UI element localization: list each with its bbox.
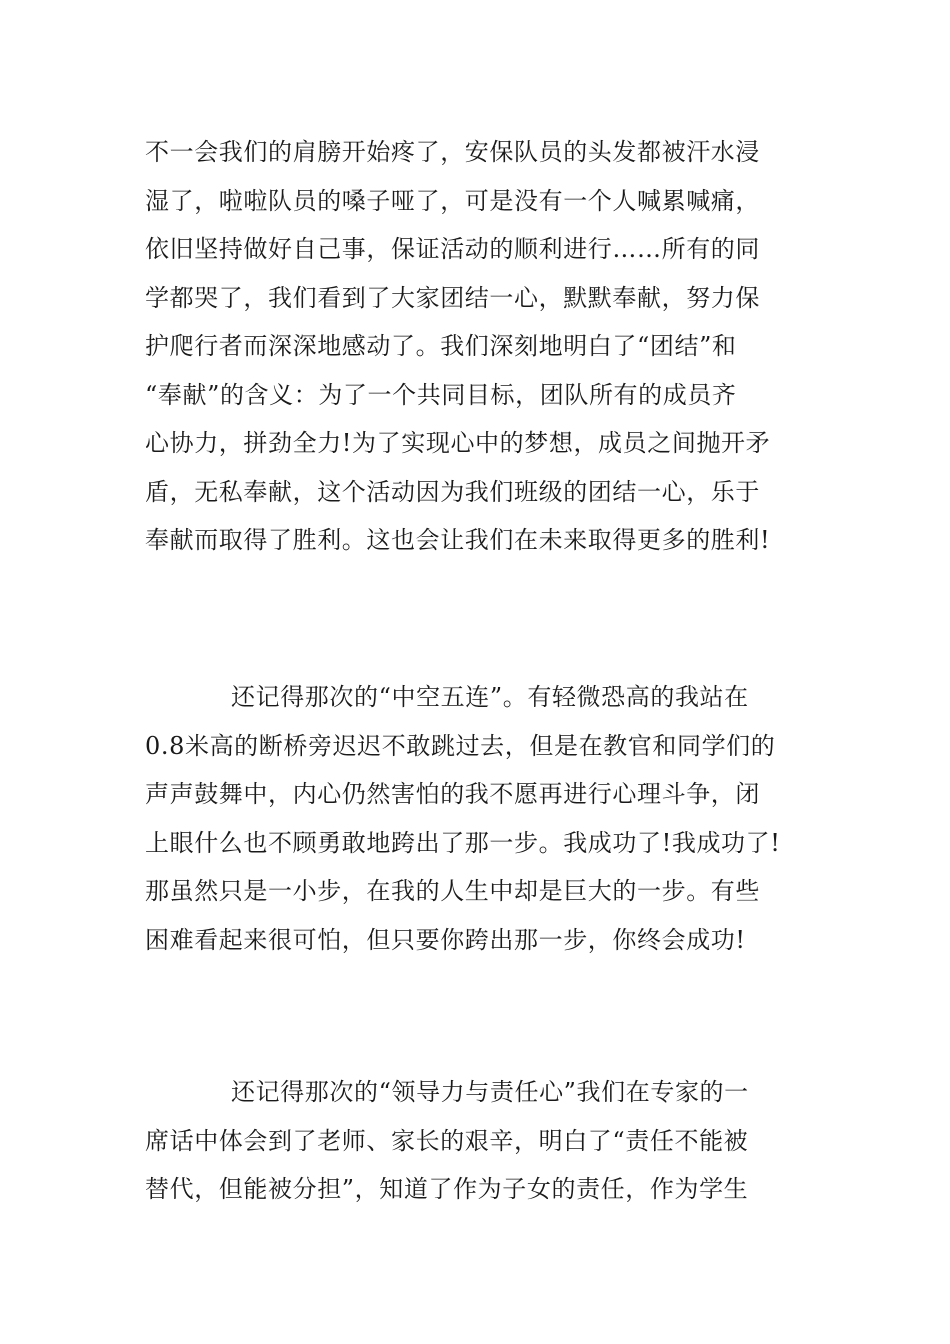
text-line: 那虽然只是一小步，在我的人生中却是巨大的一步。有些 <box>145 877 760 905</box>
text-line: 奉献而取得了胜利。这也会让我们在未来取得更多的胜利! <box>145 526 771 554</box>
text-line: 护爬行者而深深地感动了。我们深刻地明白了“团结”和 <box>145 332 737 360</box>
text-line: “奉献”的含义：为了一个共同目标，团队所有的成员齐 <box>145 380 737 409</box>
text-line: 不一会我们的肩膀开始疼了，安保队员的头发都被汗水浸 <box>145 138 760 166</box>
text-line: 湿了，啦啦队员的嗓子哑了，可是没有一个人喊累喊痛， <box>145 186 760 215</box>
text-line: 上眼什么也不顾勇敢地跨出了那一步。我成功了!我成功了! <box>145 828 781 857</box>
text-line: 0.8米高的断桥旁迟迟不敢跳过去，但是在教官和同学们的 <box>145 731 776 760</box>
text-line: 还记得那次的“领导力与责任心”我们在专家的一 <box>231 1078 749 1106</box>
text-line: 声声鼓舞中，内心仍然害怕的我不愿再进行心理斗争，闭 <box>145 780 760 808</box>
text-line: 还记得那次的“中空五连”。有轻微恐高的我站在 <box>231 683 749 711</box>
paragraph-teamwork <box>145 128 810 565</box>
text-line: 依旧坚持做好自己事，保证活动的顺利进行……所有的同 <box>145 235 760 263</box>
text-line: 席话中体会到了老师、家长的艰辛，明白了“责任不能被 <box>145 1126 749 1155</box>
paragraph-high-altitude <box>145 673 810 964</box>
paragraph-leadership <box>145 1068 810 1214</box>
text-line: 心协力，拼劲全力!为了实现心中的梦想，成员之间抛开矛 <box>145 429 771 457</box>
text-line: 替代，但能被分担”，知道了作为子女的责任，作为学生 <box>145 1175 749 1203</box>
text-line: 学都哭了，我们看到了大家团结一心，默默奉献，努力保 <box>145 283 760 312</box>
text-line: 困难看起来很可怕，但只要你跨出那一步，你终会成功! <box>145 925 746 954</box>
text-line: 盾，无私奉献，这个活动因为我们班级的团结一心，乐于 <box>145 477 760 506</box>
